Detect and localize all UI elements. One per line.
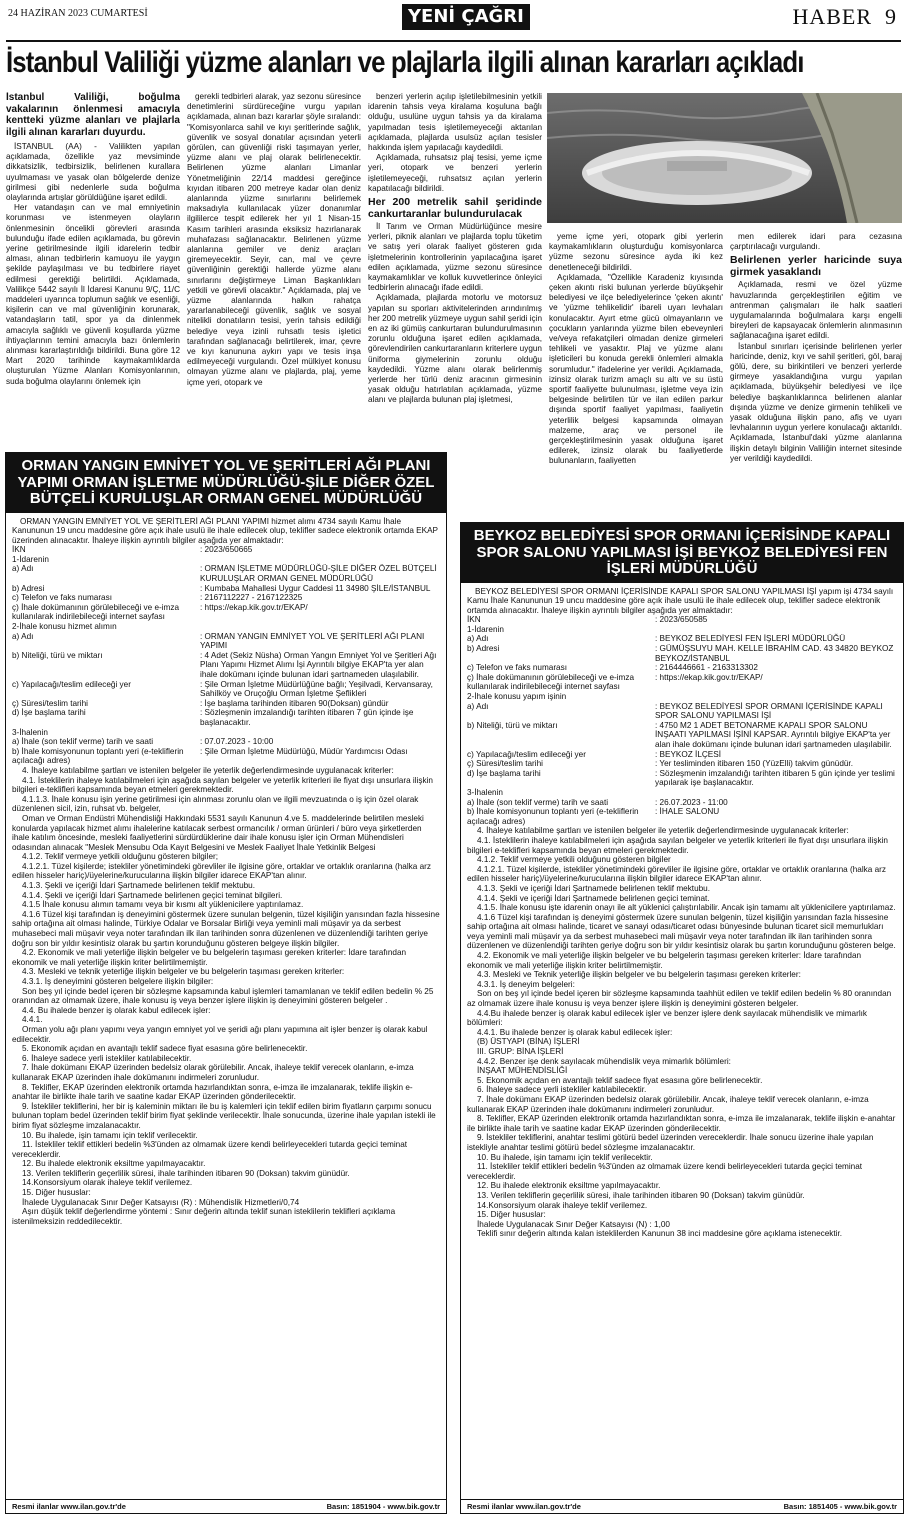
ad-clause: İNŞAAT MÜHENDİSLİĞİ bbox=[477, 1066, 568, 1076]
ad-info-value: : İşe başlama tarihinden itibaren 90(Doksan) gündür bbox=[200, 698, 389, 708]
ad-clause: 4.1. İsteklilerin ihaleye katılabilmeleri için aşağıda sayılan belgeler ve yeterlik kriterleri ile fiyat dışı unsurlara ilişkin bilgileri e-teklifleri kapsamında beyan etmeleri gerekmektedir. bbox=[467, 835, 888, 855]
article-paragraph: İSTANBUL (AA) - Valilikten yapılan açıklamada, özellikle yaz mevsiminde dikkatsizlik, tedbirsizlik, belirlenen kurallara uyulmaması ve yasak olan bölgelerde denize girilmesi gibi nedenlerle suda boğulma olaylarında artışlar görüldüğüne işaret edildi. bbox=[6, 142, 180, 203]
ad-clause: Oman ve Orman Endüstri Mühendisliği Hakkındaki 5531 sayılı Kanunun 4.ve 5. maddelerinde belirtilen mesleki konularda yapılacak hizmet alımı ihalelerine katılacak serbest ormancılık / orman ürünleri / büro veya şirketlerden ihale katılım öncesinde, mesleki faaliyetlerini sürdürdüklerine dair ihale konusu işler için Orman Mühendisleri odasından alınacak "Meslek Mensubu Oda Kayıt Belgesini ve Meslek Faaliyet İhale Yetkinlik Belgesi bbox=[12, 813, 424, 852]
article-paragraph: Açıklamada, "Özellikle Karadeniz kıyısında çeken akıntı riski bulunan yerlerde büyükşehir belediyesi ve ilçe belediyelerince 'çeken akıntı' ve 'yüzme tehlikelidir' ibareli uyarı levhaları konulacaktır. Ayırt etme gücü olmayanların ve çocukların yanlarında yüzme bilen ebeveynleri ve/veya refakatçileri olmadan denize girmeleri tehlikeli ve yasaktır. Plaj ve yüzme alanı işleticileri bu konuda gerekli önlemleri almakla sorumludur." ifadelerine yer verildi. Açıklamada, izinsiz olarak turizm amaçlı su altı ve su üstü sportif faaliyette bulunulması, işletme veya izin belgesinde belirtilen tür ve ilan edilen parkur dışında sportif faaliyet yapılması, faaliyetin yeterlilik belgesi kapsamında olmayan malzeme, araç ve personel ile gerçekleştirilmesinin yasak olduğuna işaret edilerek, izinsiz olarak bu faaliyetlerde bulunanların, faaliyetten bbox=[549, 272, 723, 466]
ad-clause: 4. İhaleye katılabilme şartları ve istenilen belgeler ile yeterlik değerlendirmesinde uygulanacak kriterler: bbox=[22, 765, 394, 775]
ad-clause: III. GRUP: BİNA İŞLERİ bbox=[477, 1047, 564, 1056]
ad-info-value bbox=[655, 692, 897, 702]
ad-info-key: a) İhale (son teklif verme) tarih ve saati bbox=[467, 797, 609, 807]
ad-clause: 5. Ekonomik açıdan en avantajlı teklif sadece fiyat esasına göre belirlenecektir. bbox=[477, 1075, 763, 1085]
ad-info-row bbox=[12, 680, 440, 699]
ad-info-key: 1-İdarenin bbox=[467, 624, 504, 634]
ad-clause: 4.3. Mesleki ve teknik yeterliğe ilişkin belgeler ve bu belgelerin taşıması gereken kriterler: bbox=[22, 967, 345, 977]
ad-intro: BEYKOZ BELEDİYESİ SPOR ORMANI İÇERİSİNDE KAPALI SPOR SALONU YAPILMASI İŞİ yapım işi 4734 sayılı Kamu İhale Kanununun 19 uncu maddesine göre açık ihale usulü ile ihale edilecek olup, teklifler sadece elektronik ortamda alınacaktır. İhaleye ilişkin ayrıntılı bilgiler aşağıda yer almaktadır: bbox=[467, 586, 894, 615]
ad-info-value: : İHALE SALONU bbox=[655, 807, 720, 817]
ad-clause: 4.4.2. Benzer işe denk sayılacak mühendislik veya mimarlık bölümleri: bbox=[477, 1056, 731, 1066]
ad-info-key: a) Adı bbox=[467, 634, 489, 644]
masthead-rule bbox=[6, 40, 901, 42]
ad-info-value: : Sözleşmenin imzalandığı tarihten itibaren 7 gün içinde işe başlanacaktır. bbox=[200, 708, 414, 727]
ad-info-key: 1-İdarenin bbox=[12, 554, 49, 564]
ad-info-key: b) İhale komisyonunun toplantı yeri (e-tekliflerin açılacağı adres) bbox=[467, 807, 639, 826]
ad-clause: 4.1.2.1. Tüzel kişilerde, istekliler yönetimindeki görevliler ile ilgisine göre, ortaklar ve ortaklık oranlarına (halka arz edilen hisseler hariç)/üyelerine/kurucularına ilişkin bilgiler idarece EKAP'tan alınır. bbox=[467, 864, 886, 884]
ad-info-key: a) Adı bbox=[12, 564, 34, 574]
ad-clause: 7. İhale dokümanı EKAP üzerinden bedelsiz olarak görülebilir. Ancak, ihaleye teklif verecek olanların, e-imza kullanarak EKAP üzerinden ihale dokümanını indirmeleri zorunludur. bbox=[12, 1063, 414, 1082]
ad-clause: 11. İstekliler teklif ettikleri bedelin %3'ünden az olmamak üzere kendi belirleyecekleri tutarda geçici teminat vereceklerdir. bbox=[12, 1140, 408, 1159]
ad-clause: 4.2. Ekonomik ve mali yeterliğe ilişkin belgeler ve bu belgelerin taşıması gereken kriterler: İdare tarafından ekonomik ve mali yeterliğe ilişkin kriter belirtilmemiştir. bbox=[467, 951, 862, 970]
article-paragraph: gerekli tedbirleri alarak, yaz sezonu süresince denetimlerini sürdüreceğine vurgu yapılan açıklamada, alınan bazı kararlar şöyle sıralandı: "Komisyonlarca sahil ve kıyı şeritlerinde sağlık, güvenlik ve sosyal donatılar açısından yeterli görülen, can güvenliği riski taşımayan yerler, yüzme alanı ve plaj olarak belirlenecektir. Belirlenen yüzme alanları Limanlar Yönetmeliğinin 22/14 maddesi gereğince kıyıdan itibaren 200 metreye kadar olan deniz alanlarında yüzme sınırlarını belirlemek maksadıyla kullanılacak yüzer donanımlar ilgililerce tespit edilerek her yıl 1 Nisan-15 Kasım tarihleri arasında eksiksiz hazırlanarak muhafazası sağlanacaktır. Belirlenen yüzme alanlarına gemiler ve deniz araçları giremeyecektir. Seyir, can, mal ve çevre güvenliğinin gerektiği hallerde yüzme alanı sınırlarını değiştirmeye Liman Başkanlıkları yetkili ve görevli olacaktır." Açıklamada, plaj ve yüzme alanlarında halkın rahatça yararlanabileceği güvenlik, sağlık ve sosyal nitelikli donatıların tesisi, yerin tahsis edildiği belediye veya izinli ruhsatlı tesis işletici tarafından sağlanacağı belirtilerek, imar, çevre ve kıyı kanununa aykırı yapı ve tesis inşa edilmeyeceği vurgulandı. Özel mülkiyet konusu olmayan yüzme alanı ve plajlarda, plaj, yeme içme yeri, otopark ve bbox=[187, 92, 361, 387]
article-paragraph: yeme içme yeri, otopark gibi yerlerin kaymakamlıkların oluşturduğu komisyonlarca yüzme sezonu süresince ayda iki kez denetleneceği bildirildi. bbox=[549, 232, 723, 272]
ad-info-key: 3-İhalenin bbox=[12, 727, 48, 737]
ad-info-key: İKN bbox=[467, 615, 481, 625]
ad-info-value: : https://ekap.kik.gov.tr/EKAP/ bbox=[655, 672, 763, 682]
ad-clause: 13. Verilen tekliflerin geçerlilik süresi, ihale tarihinden itibaren 90 (Doksan) takvim günüdür. bbox=[477, 1190, 805, 1200]
ad-info-row bbox=[12, 593, 440, 603]
ad-info-row bbox=[12, 564, 440, 583]
ad-info-key: b) Niteliği, türü ve miktarı bbox=[12, 650, 103, 660]
ad-clause: 7. İhale dokümanı EKAP üzerinden bedelsiz olarak görülebilir. Ancak, ihaleye teklif verecek olanların, e-imza kullanarak EKAP üzerinden ihale dokümanını indirmeleri zorunludur. bbox=[467, 1094, 869, 1114]
section-page-label bbox=[792, 4, 897, 30]
ad-info-key: ç) Süresi/teslim tarihi bbox=[12, 698, 88, 708]
ad-info-row bbox=[12, 584, 440, 594]
ad-info-key: İKN bbox=[12, 545, 26, 555]
ad-info-value: : 07.07.2023 - 10:00 bbox=[200, 737, 274, 747]
ad-clause: 4.4. Bu ihalede benzer iş olarak kabul edilecek işler: bbox=[22, 1005, 211, 1015]
ad-info-key: d) İşe başlama tarihi bbox=[467, 768, 541, 778]
ad-clause: 12. Bu ihalede elektronik eksiltme yapılmayacaktır. bbox=[477, 1181, 661, 1191]
ad-clause: 9. İstekliler tekliflerini, anahtar teslimi götürü bedel üzerinden vereceklerdir. İhale sonucu üzerine ihale yapılan istekliyle anahtar teslimi götürü bedel sözleşme imzalanacaktır. bbox=[467, 1133, 874, 1152]
ad-clause: 9. İstekliler tekliflerini, her bir iş kaleminin miktarı ile bu iş kalemleri için teklif edilen birim fiyatların çarpımı sonucu bulunan toplam bedel üzerinden teklif birim fiyat şeklinde verilecektir. İhale sonucunda, üzerine ihale yapılan istekli ile birim fiyat sözleşme imzalanacaktır. bbox=[12, 1101, 436, 1130]
ad-info-key: 2-İhale konusu hizmet alımın bbox=[12, 622, 117, 632]
ad-info-row bbox=[12, 728, 440, 738]
article-column-3 bbox=[368, 92, 542, 502]
ad-clause: 4.3.1. İş deneyimini gösteren belgelere ilişkin bilgiler: bbox=[22, 977, 214, 986]
ad-info-row bbox=[467, 663, 897, 673]
ad-info-row bbox=[12, 747, 440, 766]
ad-info-value: : Kumbaba Mahallesi Uygur Caddesi 11 34980 ŞİLE/İSTANBUL bbox=[200, 583, 431, 593]
ad-body bbox=[461, 583, 903, 1243]
ad-info-value: : 4750 M2 1 ADET BETONARME KAPALI SPOR SALONU İNŞAATI YAPILMASI İŞİNİ KAPSAR. Ayrıntılı bilgiye EKAP'ta yer alan ihale dokümanı içinde bulunan idari şartnameden ulaşılabilir. bbox=[655, 720, 892, 749]
ad-info-row bbox=[12, 651, 440, 680]
tender-ad-orman bbox=[5, 452, 447, 1514]
ad-info-key: b) Niteliği, türü ve miktarı bbox=[467, 720, 558, 730]
ad-info-value: : https://ekap.kik.gov.tr/EKAP/ bbox=[200, 602, 308, 612]
ad-footer bbox=[461, 1499, 903, 1513]
ad-info-row bbox=[12, 632, 440, 651]
article-column-4 bbox=[549, 232, 723, 502]
ad-clause: 4.2. Ekonomik ve mali yeterliğe ilişkin belgeler ve bu belgelerin taşıması gereken kriterler: İdare tarafından ekonomik ve mali yeterliğe ilişkin kriter belirtilmemiştir. bbox=[12, 948, 407, 967]
ad-info-row bbox=[467, 750, 897, 760]
ad-footer-right: Basın: 1851904 - www.bik.gov.tr bbox=[326, 1502, 440, 1511]
ad-clause: 4.1.2. Teklif vermeye yetkili olduğunu gösteren bilgiler; bbox=[22, 852, 218, 862]
ad-info-key: a) Adı bbox=[467, 701, 489, 711]
ad-heading: BEYKOZ BELEDİYESİ SPOR ORMANI İÇERİSİNDE KAPALI SPOR SALONU YAPILMASI İŞİ BEYKOZ BELEDİYESİ FEN İŞLERİ MÜDÜRLÜĞÜ bbox=[461, 523, 903, 583]
ad-info-value: : BEYKOZ BELEDİYESİ FEN İŞLERİ MÜDÜRLÜĞÜ bbox=[655, 634, 846, 644]
ad-clause: 15. Diğer hususlar: bbox=[477, 1210, 546, 1220]
ad-info-key: d) İşe başlama tarihi bbox=[12, 708, 86, 718]
section-name: HABER bbox=[792, 4, 872, 29]
ad-clause: 4.4.Bu ihalede benzer iş olarak kabul edilecek işler ve benzer işlere denk sayılacak mühendislik ve mimarlık bölümleri: bbox=[467, 1008, 868, 1028]
ad-clause: 4.1.4. Şekli ve içeriği İdari Şartnamede belirlenen geçici teminat bilgileri. bbox=[22, 890, 283, 900]
ad-clause: 13. Verilen tekliflerin geçerlilik süresi, ihale tarihinden itibaren 90 (Doksan) takvim günüdür. bbox=[22, 1168, 350, 1178]
article-column-5 bbox=[730, 232, 902, 512]
ad-clause: 10. Bu ihalede, işin tamamı için teklif verilecektir. bbox=[22, 1130, 198, 1140]
ad-info-row bbox=[467, 721, 897, 750]
ad-clause: İhalede Uygulanacak Sınır Değer Katsayısı (R) : Mühendislik Hizmetleri/0,74 bbox=[22, 1197, 300, 1207]
ad-info-row bbox=[12, 603, 440, 622]
ad-clause: 4.1.3. Şekli ve içeriği İdari Şartnamede belirlenen teklif mektubu. bbox=[477, 883, 711, 893]
ad-footer-left: Resmi ilanlar www.ilan.gov.tr'de bbox=[467, 1502, 581, 1511]
ad-clause: 5. Ekonomik açıdan en avantajlı teklif sadece fiyat esasına göre belirlenecektir. bbox=[22, 1044, 308, 1054]
article-paragraph: benzeri yerlerin açılıp işletilebilmesinin yetkili idarenin tahsis veya kiralama koşuluna bağlı olduğu, usulüne uygun tahsis ya da kiralama yapılmadan tesis işletilemeyeceği aktarılan açıklamada, plajlarda usulsüz açılan tesisler hakkında işlem yapılacağı kaydedildi. bbox=[368, 92, 542, 153]
ad-info-value: : Yer tesliminden itibaren 150 (YüzElli) takvim günüdür. bbox=[655, 759, 853, 769]
ad-info-row bbox=[467, 807, 897, 826]
ad-info-key: b) Adresi bbox=[467, 644, 500, 654]
ad-clause: 14.Konsorsiyum olarak ihaleye teklif verilemez. bbox=[477, 1200, 648, 1210]
ad-clause: 4. İhaleye katılabilme şartları ve istenilen belgeler ile yeterlik değerlendirmesinde uygulanacak kriterler: bbox=[477, 826, 849, 836]
article-lead: İstanbul Valiliği, boğulma vakalarının önlenmesi amacıyla kentteki yüzme alanları ve plajlarla ilgili alınan kararları duyurdu. bbox=[6, 92, 180, 138]
ad-info-value: : ORMAN YANGIN EMNİYET YOL VE ŞERİTLERİ AĞI PLANI YAPIMI bbox=[200, 631, 425, 651]
ad-info-value: : ORMAN İŞLETME MÜDÜRLÜĞÜ-ŞİLE DİĞER ÖZEL BÜTÇELİ KURULUŞLAR ORMAN GENEL MÜDÜRLÜĞÜ bbox=[200, 564, 437, 584]
ad-info-key: b) Adresi bbox=[12, 583, 45, 593]
ad-info-row bbox=[467, 634, 897, 644]
ad-info-row bbox=[467, 702, 897, 721]
ad-info-row bbox=[467, 673, 897, 692]
article-column-2 bbox=[187, 92, 361, 448]
ad-info-key: 2-İhale konusu yapım işinin bbox=[467, 692, 567, 702]
ad-clause: 4.3. Mesleki ve Teknik yeterliğe ilişkin belgeler ve bu belgelerin taşıması gereken kriterler: bbox=[477, 970, 801, 980]
ad-heading: ORMAN YANGIN EMNİYET YOL VE ŞERİTLERİ AĞI PLANI YAPIMI ORMAN İŞLETME MÜDÜRLÜĞÜ-ŞİLE DİĞER ÖZEL BÜTÇELİ KURULUŞLAR ORMAN GENEL MÜDÜRLÜĞÜ bbox=[6, 453, 446, 513]
ad-clause: 4.1.6 Tüzel kişi tarafından iş deneyimi göstermek üzere sunulan belgenin, tüzel kişiliğin yarısından fazla hissesine sahip ortağına ait olması halinde, ticaret ve sanayi odası/ticaret odası bünyesinde bulunan ticaret sicil memurlukları veya yeminli mali müşavir ya da serbest muhasebeci mali müşavir veya noter tarafından ilk ilan tarihinden sonra düzenlenen ve düzenlendiği tarihten geriye doğru son bir yıldır kesintisiz olarak bu şartın korunduğunu gösteren belge. bbox=[467, 912, 896, 951]
ad-info-value: : Şile Orman İşletme Müdürlüğü, Müdür Yardımcısı Odası bbox=[200, 746, 408, 756]
ad-footer-right: Basın: 1851405 - www.bik.gov.tr bbox=[783, 1502, 897, 1511]
ad-clause: 12. Bu ihalede elektronik eksiltme yapılmayacaktır. bbox=[22, 1159, 206, 1169]
newspaper-logo: YENİ ÇAĞRI bbox=[402, 4, 530, 30]
ad-info-value: : BEYKOZ BELEDİYESİ SPOR ORMANI İÇERİSİNDE KAPALI SPOR SALONU YAPILMASI İŞİ bbox=[655, 701, 883, 721]
ad-clause: 10. Bu ihalede, işin tamamı için teklif verilecektir. bbox=[477, 1152, 653, 1162]
ad-clause: 15. Diğer hususlar: bbox=[22, 1188, 91, 1198]
ad-info-row bbox=[467, 788, 897, 798]
ad-info-key: b) İhale komisyonunun toplantı yeri (e-tekliflerin açılacağı adres) bbox=[12, 746, 184, 766]
ad-info-value: : Sözleşmenin imzalandığı tarihten itibaren 5 gün içinde yer teslimi yapılarak işe başlanacaktır. bbox=[655, 768, 895, 788]
ad-info-key: ç) İhale dokümanının görülebileceği ve e-imza kullanılarak indirilebileceği internet sayfası bbox=[467, 672, 635, 692]
ad-info-key: ç) İhale dokümanının görülebileceği ve e-imza kullanılarak indirilebileceği internet sayfası bbox=[12, 602, 180, 622]
ad-intro: ORMAN YANGIN EMNİYET YOL VE ŞERİTLERİ AĞI PLANI YAPIMI hizmet alımı 4734 sayılı Kamu İhale Kanununun 19 uncu maddesine göre açık ihale usulü ile ihale edilecek olup, teklifler sadece elektronik ortamda EKAP üzerinden alınacaktır. İhaleye ilişkin ayrıntılı bilgiler aşağıda yer almaktadır: bbox=[12, 516, 438, 545]
ad-info-row bbox=[12, 708, 440, 727]
ad-info-value bbox=[200, 622, 440, 632]
ad-info-value: : Şile Orman İşletme Müdürlüğüne bağlı; Yeşilvadi, Kervansaray, Sahilköy ve Oruçoğlu Orman İşletme Şeflikleri bbox=[200, 679, 433, 699]
boat-photo-icon bbox=[547, 93, 902, 223]
article-column-1 bbox=[6, 92, 180, 448]
ad-clause: 4.1.2.1. Tüzel kişilerde; istekliler yönetimindeki görevliler ile ilgisine göre, ortaklar ve ortaklık oranlarına (halka arz edilen hisseler hariç)/üyelerine/kurucularına ilişkin bilgiler idarece EKAP'tan alınır. bbox=[12, 861, 431, 881]
article-paragraph: Açıklamada, resmi ve özel yüzme havuzlarında gerçekleştirilen eğitim ve antrenman çalışmaları ile halk saatleri uygulamalarında boğulmalara karşı engelli bireyleri de kapsayacak önlemlerin alınmasının sağlanacağına işaret edildi. bbox=[730, 280, 902, 341]
ad-info-value: : 2023/650665 bbox=[200, 545, 253, 555]
ad-info-value: : 2023/650585 bbox=[655, 615, 708, 625]
ad-info-key: a) Adı bbox=[12, 631, 34, 641]
ad-info-row bbox=[467, 759, 897, 769]
ad-footer bbox=[6, 1499, 446, 1513]
ad-info-row bbox=[467, 769, 897, 788]
ad-info-row bbox=[467, 644, 897, 663]
ad-clause: 4.1.6 Tüzel kişi tarafından iş deneyimini göstermek üzere sunulan belgenin, tüzel kişiliğin yarısından fazla hissesine sahip ortağına ait olması halinde, Türkiye Odalar ve Borsalar Birliği veya yeminli mali müşavir ya da serbest muhasebeci mali müşavir veya noter tarafından ilk ilan tarihinden sonra düzenlenen ve düzenlendiği tarihten geriye doğru son bir yıldır kesintisiz olarak bu şartın korunduğunu gösteren belgeye ilişkin bilgiler. bbox=[12, 909, 440, 948]
ad-info-value bbox=[200, 728, 440, 738]
ad-info-row bbox=[467, 615, 897, 625]
ad-info-key: a) İhale (son teklif verme) tarih ve saati bbox=[12, 737, 154, 747]
ad-clauses bbox=[12, 766, 440, 1227]
ad-clause: 4.1.1.3. İhale konusu işin yerine getirilmesi için alınması zorunlu olan ve ilgili mevzuatında o iş için özel olarak düzenlenen sicil, izin, ruhsat vb. belgeler, bbox=[12, 794, 419, 814]
article-paragraph: İl Tarım ve Orman Müdürlüğünce mesire yerleri, piknik alanları ve plajlarda toplu tüketim ve satış yeri olarak faaliyet gösteren gıda işletmelerinin kontrollerinin yapılacağına işaret edilen açıklamada, yüzme sezonu süresince kaymakamlıklar ve kolluk kuvvetlerince önleyici tedbirlerin alınacağı ifade edildi. bbox=[368, 222, 542, 293]
ad-clause: 6. İhaleye sadece yerli istekliler katılabilecektir. bbox=[22, 1053, 192, 1063]
ad-info-value bbox=[655, 788, 897, 798]
article-paragraph: Her vatandaşın can ve mal emniyetinin korunması ve istenmeyen olayların önlenmesinin öncelikli görevleri arasında bulunduğu ifade edilen açıklamada, bu görevin yerine getirilmesinde ilgili idarelerin tedbir alması, alınan tedbirlerin kamuoyu ile yaygın şekilde paylaşılması ve bu tedbirlere riayet edilmesi gerektiği belirtildi. Açıklamada, Valilikçe 5442 sayılı İl İdaresi Kanunu 9/Ç, 11/C maddeleri uyarınca toplumun sağlık ve esenliği, kişilerin can ve mal güvenliğinin korunarak, vatandaşların tatil, spor ya da dinlenmek amacıyla sağlıklı ve güvenli koşullarda yüzme ihtiyaçlarının temini amacıyla bazı önlemlerin alınması kararlaştırıldığı bildirildi. Buna göre 12 Mart 2020 tarihinde kaymakamlıklarda oluşturulan Yüzme Alanları Komisyonlarının, suda boğulma olaylarını önlemek için bbox=[6, 203, 180, 386]
ad-info-row bbox=[467, 692, 897, 702]
ad-footer-left: Resmi ilanlar www.ilan.gov.tr'de bbox=[12, 1502, 126, 1511]
ad-info-key: ç) Süresi/teslim tarihi bbox=[467, 759, 543, 769]
ad-clause: 4.1.4. Şekli ve içeriği İdari Şartnamede belirlenen geçici teminat. bbox=[477, 893, 710, 903]
ad-info-key: c) Yapılacağı/teslim edileceği yer bbox=[12, 679, 131, 689]
ad-info-row bbox=[12, 699, 440, 709]
ad-info-value: : 26.07.2023 - 11:00 bbox=[655, 797, 728, 807]
ad-body bbox=[6, 513, 446, 1231]
ad-clause: 11. İstekliler teklif ettikleri bedelin %3'ünden az olmamak üzere kendi belirleyecekleri tutarda geçici teminat vereceklerdir. bbox=[467, 1162, 863, 1181]
ad-clause: 4.1.5. İhale konusu işte idarenin onayı ile alt yüklenici çalıştırılabilir. Ancak işin tamamı alt yüklenicilere yaptırılamaz. bbox=[477, 903, 896, 913]
lifeboat-photo bbox=[547, 93, 902, 223]
issue-date: 24 HAZİRAN 2023 CUMARTESİ bbox=[8, 8, 148, 19]
ad-info-key: c) Telefon ve faks numarası bbox=[467, 663, 567, 673]
ad-clause: Teklifi sınır değerin altında kalan isteklilerden Kanunun 38 inci maddesine göre açıklama istenecektir. bbox=[477, 1229, 843, 1239]
ad-clause: 4.4.1. Bu ihalede benzer iş olarak kabul edilecek işler: bbox=[477, 1027, 673, 1037]
ad-clause: 4.4.1. bbox=[22, 1015, 43, 1025]
ad-clause: 14.Konsorsiyum olarak ihaleye teklif verilemez. bbox=[22, 1178, 193, 1188]
ad-info-table bbox=[467, 615, 897, 826]
article-paragraph: men edilerek idari para cezasına çarptırılacağı vurgulandı. bbox=[730, 232, 902, 252]
ad-info-value: : 2164446661 - 2163313302 bbox=[655, 663, 758, 673]
ad-clause: Orman yolu ağı planı yapımı veya yangın emniyet yol ve şeridi ağı planı yapımına ait işler benzer iş olarak kabul edilecektir. bbox=[12, 1024, 428, 1044]
ad-info-key: c) Telefon ve faks numarası bbox=[12, 593, 112, 603]
ad-info-value: : 2167112227 - 2167122325 bbox=[200, 593, 303, 603]
ad-info-key: 3-İhalenin bbox=[467, 787, 503, 797]
ad-info-row bbox=[12, 545, 440, 555]
ad-clause: 4.1.2. Teklif vermeye yetkili olduğunu gösteren bilgiler bbox=[477, 855, 671, 865]
ad-clause: 8. Teklifler, EKAP üzerinden elektronik ortamda hazırlandıktan sonra, e-imza ile imzalanarak, teklife ilişkin e-anahtar ile birlikte ihale tarih ve saatine kadar EKAP üzerinden gönderilecektir. bbox=[12, 1082, 413, 1102]
ad-clause: 4.1.5 İhale konusu alımın tamamı veya bir kısmı alt yüklenicilere yaptırılamaz. bbox=[22, 900, 304, 910]
ad-clause: İhalede Uygulanacak Sınır Değer Katsayısı (N) : 1,00 bbox=[477, 1219, 670, 1229]
ad-clause: Son beş yıl içinde bedel içeren bir sözleşme kapsamında kabul işlemleri tamamlanan ve teklif edilen bedelin % 25 oranından az olmamak üzere, ihale konusu iş veya benzer işlere ilişkin iş deneyimini gösteren belgeler . bbox=[12, 986, 434, 1006]
article-paragraph: Açıklamada, plajlarda motorlu ve motorsuz yapılan su sporları aktivitelerinden arındırılmış her 200 metrelik yüzmeye uygun sahil şeridi için en az iki gümüş cankurtaran bulundurulmasının zorunlu olduğuna işaret edilen açıklamada, görevlendirilen cankurtaranların kriterlere uygun üniforma giymelerinin zorunlu olduğu kaydedildi. Yüzme alanı olarak belirlenmiş yerlerde her türlü deniz aracının girmesinin yasak olduğu hatırlatılan açıklamada, yüzme alanı ve plajlarda bulunan plaj işletmesi, bbox=[368, 293, 542, 405]
ad-clause: 4.1.3. Şekli ve içeriği İdari Şartnamede belirlenen teklif mektubu. bbox=[22, 881, 256, 891]
ad-clause: Aşırı düşük teklif değerlendirme yöntemi : Sınır değerin altında teklif sunan isteklilerin teklifleri açıklama istenilmeksizin reddedilecektir. bbox=[12, 1207, 396, 1226]
article-paragraph: İstanbul sınırları içerisinde belirlenen yerler haricinde, deniz, kıyı ve sahil şeritleri, göl, baraj gölü, dere, su birikintileri ve benzeri yerlerde girmeye yasaklandığına vurgu yapılan açıklamada, büyükşehir belediyesi ve ilçe belediye başkanlıklarınca belirlenen alanlar dışında yüzme ve denize girmenin tehlikeli ve yasak olduğuna ilişkin pano, afiş ve uyarı levhalarının uygun yerlere konulacağı aktarıldı. Açıklamada, İstanbul'daki yüzme alanlarına ilişkin detaylı bilginin Valiliğin internet sitesinde yer verildiği kaydedildi. bbox=[730, 341, 902, 463]
ad-clause: 8. Teklifler, EKAP üzerinden elektronik ortamda hazırlandıktan sonra, e-imza ile imzalanarak, teklife ilişkin e-anahtar ile birlikte ihale tarih ve saatine kadar EKAP üzerinden gönderilecektir. bbox=[467, 1114, 896, 1133]
ad-clause: 4.1. İsteklilerin ihaleye katılabilmeleri için aşağıda sayılan belgeler ve yeterlik kriterleri ile fiyat dışı unsurlara ilişkin bilgileri e-teklifleri kapsamında beyan etmeleri gerekmektedir. bbox=[12, 775, 433, 795]
article-paragraph: Açıklamada, ruhsatsız plaj tesisi, yeme içme yeri, otopark ve benzeri yerlerin işletilemeyeceği, ruhsatsız açılan yerlerin kapatılacağı bildirildi. bbox=[368, 153, 542, 193]
ad-clause: (B) ÜSTYAPI (BİNA) İŞLERİ bbox=[477, 1037, 580, 1047]
ad-info-value: : GÜMÜŞSUYU MAH. KELLE İBRAHİM CAD. 43 34820 BEYKOZ BEYKOZ/İSTANBUL bbox=[655, 644, 894, 663]
article-subheading: Belirlenen yerler haricinde suya girmek yasaklandı bbox=[730, 254, 902, 279]
ad-info-table bbox=[12, 545, 440, 766]
ad-info-key: c) Yapılacağı/teslim edileceği yer bbox=[467, 749, 586, 759]
ad-clauses bbox=[467, 826, 897, 1239]
ad-info-value: : BEYKOZ İLÇESİ bbox=[655, 749, 721, 759]
tender-ad-beykoz bbox=[460, 522, 904, 1514]
ad-clause: 4.3.1. İş deneyim belgeleri: bbox=[477, 979, 575, 989]
ad-info-row bbox=[12, 737, 440, 747]
page-number: 9 bbox=[885, 4, 897, 29]
ad-clause: Son on beş yıl içinde bedel içeren bir sözleşme kapsamında taahhüt edilen ve teklif edilen bedelin % 80 oranından az olmamak üzere ihale konusu iş veya benzer işlere ilişkin iş deneyimini gösteren belgeler. bbox=[467, 989, 892, 1009]
main-headline: İstanbul Valiliği yüzme alanları ve plajlarla ilgili alınan kararları açıkladı bbox=[6, 46, 804, 79]
ad-clause: 6. İhaleye sadece yerli istekliler katılabilecektir. bbox=[477, 1085, 647, 1095]
ad-info-value: : 4 Adet (Sekiz Nüsha) Orman Yangın Emniyet Yol ve Şeritleri Ağı Planı Yapımı Hizmet Alımı İşi Ayrıntılı bilgiye EKAP'ta yer alan ihale dokümanı içinde bulunan idari şartnameden ulaşılabilir. bbox=[200, 650, 437, 679]
ad-info-row bbox=[467, 798, 897, 808]
ad-info-row bbox=[12, 622, 440, 632]
article-subheading: Her 200 metrelik sahil şeridinde cankurtaranlar bulundurulacak bbox=[368, 196, 542, 221]
